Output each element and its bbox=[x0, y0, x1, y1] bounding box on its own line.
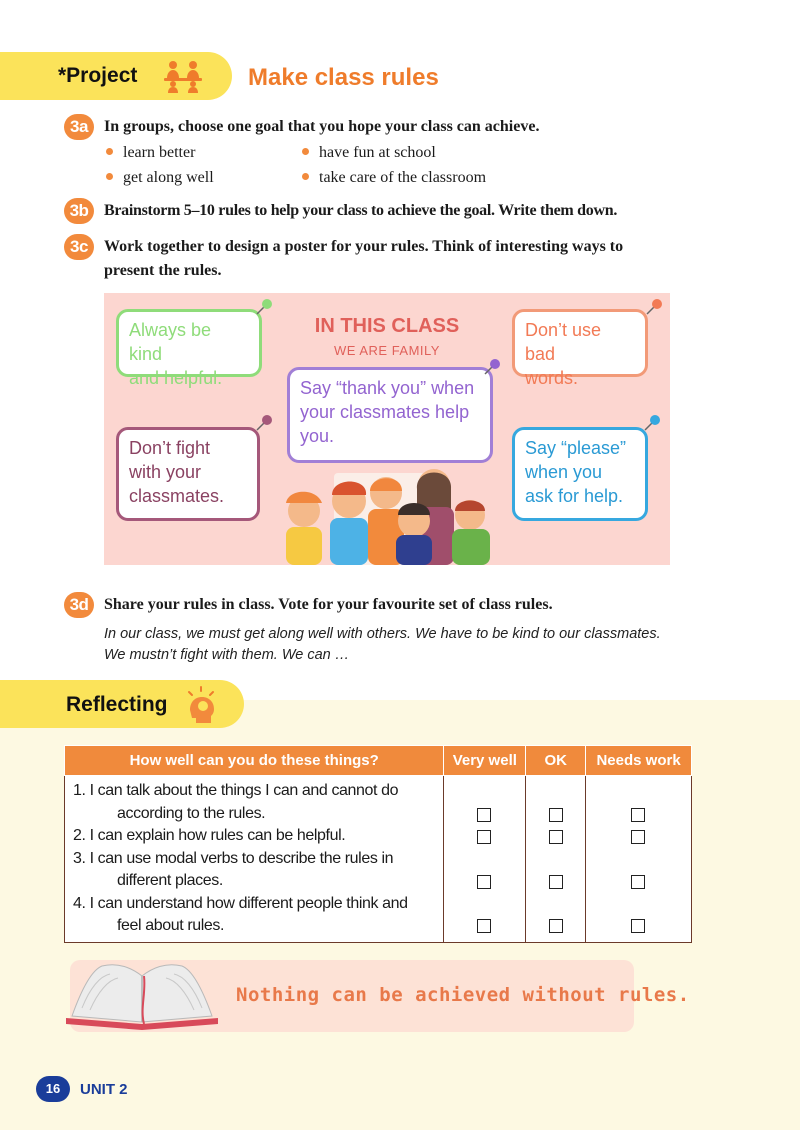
list-item: 4. I can understand how different people think and feel about rules. bbox=[73, 894, 408, 934]
checkbox-ok[interactable] bbox=[549, 919, 563, 933]
rule-note: Don’t fight with your classmates. bbox=[116, 427, 260, 521]
checkbox-very-well[interactable] bbox=[477, 919, 491, 933]
rule-note: Say “please” when you ask for help. bbox=[512, 427, 648, 521]
step-3c-text-line2: present the rules. bbox=[104, 262, 222, 279]
children-illustration bbox=[274, 463, 504, 565]
option-item: take care of the classroom bbox=[302, 169, 486, 187]
pushpin-icon bbox=[254, 297, 274, 317]
class-rules-poster bbox=[104, 293, 670, 565]
unit-label: UNIT 2 bbox=[80, 1081, 128, 1098]
lightbulb-head-icon bbox=[184, 686, 218, 724]
ok-column bbox=[526, 776, 586, 943]
option-item: learn better bbox=[106, 144, 195, 162]
table-header: Very well bbox=[444, 746, 526, 776]
project-title: Make class rules bbox=[248, 64, 439, 91]
quote-text: Nothing can be achieved without rules. bbox=[236, 984, 690, 1006]
can-do-statements bbox=[65, 776, 444, 943]
checkbox-very-well[interactable] bbox=[477, 830, 491, 844]
step-3d-text: Share your rules in class. Vote for your favourite set of class rules. bbox=[104, 596, 553, 613]
example-line2: We mustn’t fight with them. We can … bbox=[104, 647, 350, 663]
checkbox-needs-work[interactable] bbox=[631, 875, 645, 889]
list-item: 1. I can talk about the things I can and cannot do according to the rules. bbox=[73, 782, 399, 822]
checkbox-ok[interactable] bbox=[549, 830, 563, 844]
table-header: OK bbox=[526, 746, 586, 776]
step-badge-3b: 3b bbox=[64, 198, 94, 224]
pushpin-icon bbox=[644, 297, 664, 317]
checkbox-very-well[interactable] bbox=[477, 808, 491, 822]
very-well-column bbox=[444, 776, 526, 943]
poster-title: IN THIS CLASS bbox=[314, 315, 460, 337]
option-item: have fun at school bbox=[302, 144, 436, 162]
step-badge-3c: 3c bbox=[64, 234, 94, 260]
checkbox-ok[interactable] bbox=[549, 875, 563, 889]
pushpin-icon bbox=[482, 357, 502, 377]
project-label: *Project bbox=[58, 64, 138, 87]
step-badge-3d: 3d bbox=[64, 592, 94, 618]
checkbox-ok[interactable] bbox=[549, 808, 563, 822]
needs-work-column bbox=[586, 776, 692, 943]
list-item: 3. I can use modal verbs to describe the rules in different places. bbox=[73, 849, 394, 889]
checkbox-needs-work[interactable] bbox=[631, 919, 645, 933]
group-work-icon bbox=[162, 58, 204, 94]
checkbox-needs-work[interactable] bbox=[631, 808, 645, 822]
rule-note: Always be kind and helpful. bbox=[116, 309, 262, 377]
table-header: How well can you do these things? bbox=[65, 746, 444, 776]
example-line1: In our class, we must get along well with others. We have to be kind to our classmates. bbox=[104, 626, 661, 642]
list-item: 2. I can explain how rules can be helpful. bbox=[73, 827, 346, 844]
rule-note: Say “thank you” when your classmates help you. bbox=[287, 367, 493, 463]
pushpin-icon bbox=[642, 413, 662, 433]
option-item: get along well bbox=[106, 169, 214, 187]
step-3b-text: Brainstorm 5–10 rules to help your class to achieve the goal. Write them down. bbox=[104, 202, 618, 219]
table-header: Needs work bbox=[586, 746, 692, 776]
poster-subtitle: WE ARE FAMILY bbox=[334, 343, 440, 358]
step-badge-3a: 3a bbox=[64, 114, 94, 140]
rule-note: Don’t use bad words. bbox=[512, 309, 648, 377]
open-book-icon bbox=[62, 958, 222, 1030]
checkbox-needs-work[interactable] bbox=[631, 830, 645, 844]
checkbox-very-well[interactable] bbox=[477, 875, 491, 889]
step-3a-text: In groups, choose one goal that you hope your class can achieve. bbox=[104, 118, 540, 135]
pushpin-icon bbox=[254, 413, 274, 433]
step-3c-text-line1: Work together to design a poster for your rules. Think of interesting ways to bbox=[104, 238, 624, 255]
page-number: 16 bbox=[36, 1076, 70, 1102]
reflecting-label: Reflecting bbox=[66, 693, 168, 716]
self-assessment-table bbox=[64, 745, 692, 943]
